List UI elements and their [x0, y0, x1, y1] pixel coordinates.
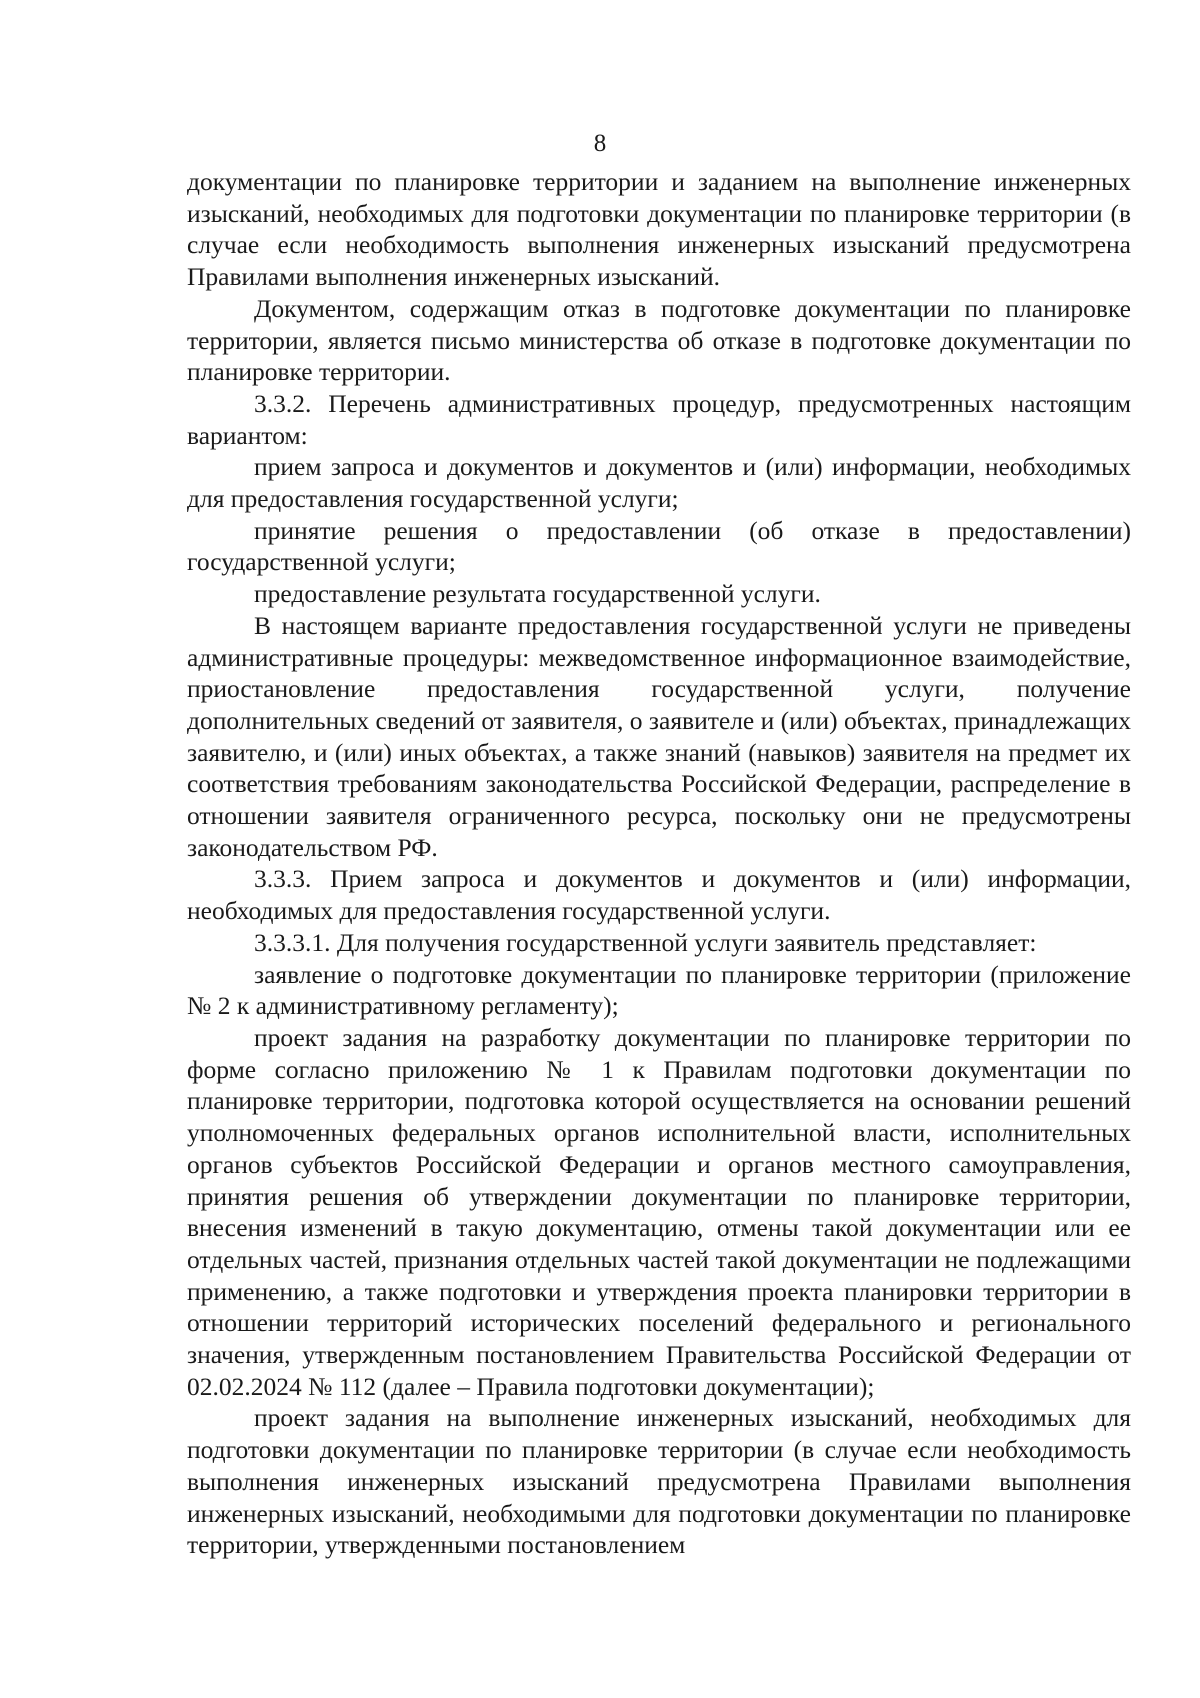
paragraph-omitted-procedures: В настоящем варианте предоставления государственной услуги не приведены административные процедуры: межведомственное информационное взаимодействие, приостановление предоставления государственной услуги, получение дополнительных сведений от заявителя, о заявителе и (или) объектах, принадлежащих заявителю, и (или) иных объектах, а также знаний (навыков) заявителя на предмет их соответствия требованиям законодательства Российской Федерации, распределение в отношении заявителя ограниченного ресурса, поскольку они не предусмотрены законодательством РФ. — [187, 610, 1131, 862]
list-item-decision: принятие решения о предоставлении (об отказе в предоставлении) государственной услуги; — [187, 515, 1131, 577]
list-item-survey-task-draft: проект задания на выполнение инженерных изысканий, необходимых для подготовки документации по планировке территории (в случае если необходимость выполнения инженерных изысканий предусмотрена Правилами выполнения инженерных изысканий, необходимыми для подготовки документации по планировке территории, утвержденными постановлением — [187, 1403, 1131, 1560]
list-item-planning-task-draft: проект задания на разработку документации по планировке территории по форме согласно приложению № 1 к Правилам подготовки документации по планировке территории, подготовка которой осуществляется на основании решений уполномоченных федеральных органов исполнительной власти, исполнительных органов субъектов Российской Федерации и органов местного самоуправления, принятия решения об утверждении документации по планировке территории, внесения изменений в такую документацию, отмены такой документации или ее отдельных частей, признания отдельных частей такой документации не подлежащими применению, а также подготовки и утверждения проекта планировки территории в отношении территорий исторических поселений федерального и регионального значения, утвержденным постановлением Правительства Российской Федерации от 02.02.2024 № 112 (далее – Правила подготовки документации); — [187, 1022, 1131, 1401]
list-item-result: предоставление результата государственной услуги. — [254, 579, 821, 609]
paragraph-3-3-2: 3.3.2. Перечень административных процедур, предусмотренных настоящим вариантом: — [187, 388, 1131, 450]
document-body — [187, 166, 1131, 1561]
paragraph-3-3-3: 3.3.3. Прием запроса и документов и документов и (или) информации, необходимых для предоставления государственной услуги. — [187, 864, 1131, 926]
list-item-request-intake: прием запроса и документов и документов и (или) информации, необходимых для предоставления государственной услуги; — [187, 452, 1131, 514]
page-number: 8 — [593, 130, 607, 157]
list-item-application: заявление о подготовке документации по планировке территории (приложение № 2 к административному регламенту); — [187, 959, 1131, 1021]
paragraph-3-3-3-1: 3.3.3.1. Для получения государственной услуги заявитель представляет: — [254, 927, 1037, 957]
paragraph-continuation: документации по планировке территории и заданием на выполнение инженерных изысканий, необходимых для подготовки документации по планировке территории (в случае если необходимость выполнения инженерных изысканий предусмотрена Правилами выполнения инженерных изысканий. — [187, 167, 1131, 292]
paragraph-refusal-document: Документом, содержащим отказ в подготовке документации по планировке территории, является письмо министерства об отказе в подготовке документации по планировке территории. — [187, 293, 1131, 387]
